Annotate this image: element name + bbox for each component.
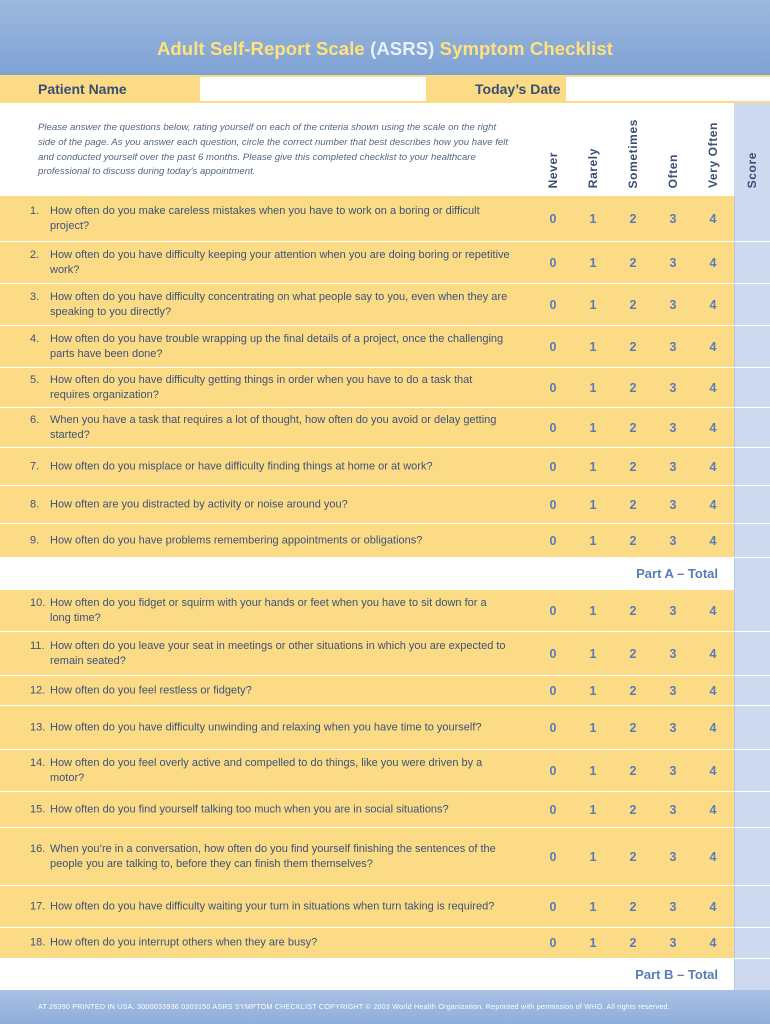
rating-option-often[interactable]: 3 — [669, 802, 677, 817]
score-box[interactable] — [734, 242, 770, 283]
question-body: How often do you misplace or have difficulty finding things at home or at work? — [50, 460, 433, 472]
score-box[interactable] — [734, 448, 770, 485]
copyright-text: AT 26390 PRINTED IN USA. 3000033936 0303150 ASRS SYMPTOM CHECKLIST COPYRIGHT © 2003 World Health Organization. Reprinted with permission of WHO. All rights reserved. — [38, 1002, 670, 1011]
question-body: How often do you fidget or squirm with your hands or feet when you have to sit down for a long time? — [50, 596, 487, 624]
question-row — [0, 886, 770, 928]
rating-option-sometimes[interactable]: 2 — [629, 255, 637, 270]
rating-option-never[interactable]: 0 — [549, 720, 557, 735]
rating-option-rarely[interactable]: 1 — [589, 683, 597, 698]
question-row — [0, 632, 770, 676]
score-box[interactable] — [734, 196, 770, 241]
checklist-header — [0, 103, 770, 196]
question-number: 18. — [30, 936, 46, 949]
rating-option-sometimes[interactable]: 2 — [629, 211, 637, 226]
rating-option-sometimes[interactable]: 2 — [629, 603, 637, 618]
rating-option-never[interactable]: 0 — [549, 297, 557, 312]
question-number: 11. — [30, 639, 45, 652]
rating-option-rarely[interactable]: 1 — [589, 603, 597, 618]
question-number: 1. — [30, 204, 40, 217]
rating-option-sometimes[interactable]: 2 — [629, 297, 637, 312]
rating-option-never[interactable]: 0 — [549, 420, 557, 435]
question-label — [30, 373, 510, 403]
rating-option-often[interactable]: 3 — [669, 849, 677, 864]
question-number: 10. — [30, 596, 46, 609]
rating-option-very-often[interactable]: 4 — [709, 603, 717, 618]
todays-date-field[interactable] — [566, 77, 770, 101]
question-text — [30, 290, 510, 320]
question-text — [30, 596, 510, 626]
rating-option-sometimes[interactable]: 2 — [629, 763, 637, 778]
question-label — [30, 802, 510, 817]
patient-name-field[interactable] — [200, 77, 426, 101]
question-number: 12. — [30, 684, 46, 696]
score-box[interactable] — [734, 676, 770, 705]
question-text — [30, 248, 510, 278]
question-body: How often do you have difficulty concentrating on what people say to you, even when they are speaking to you directly? — [50, 290, 508, 318]
question-label — [30, 533, 510, 548]
title-main: Adult Self-Report Scale — [156, 38, 365, 59]
question-number: 7. — [30, 460, 40, 472]
question-row — [0, 828, 770, 886]
rating-option-rarely[interactable]: 1 — [589, 459, 597, 474]
score-box[interactable] — [734, 632, 770, 675]
question-text — [30, 533, 510, 548]
question-text — [30, 842, 510, 872]
question-body: How often do you feel restless or fidgety? — [50, 684, 252, 696]
question-label — [30, 204, 510, 234]
question-label — [30, 459, 510, 474]
rating-option-rarely[interactable]: 1 — [589, 763, 597, 778]
rating-option-very-often[interactable]: 4 — [709, 533, 717, 548]
question-number: 4. — [30, 332, 40, 345]
question-text — [30, 720, 510, 735]
rating-option-never[interactable]: 0 — [549, 936, 557, 950]
score-box[interactable] — [734, 524, 770, 557]
rating-option-rarely[interactable]: 1 — [589, 646, 597, 661]
question-label — [30, 639, 510, 669]
rating-option-often[interactable]: 3 — [669, 683, 677, 698]
rating-option-rarely[interactable]: 1 — [589, 211, 597, 226]
patient-info-bar — [0, 75, 770, 103]
rating-option-very-often[interactable]: 4 — [709, 683, 717, 698]
question-text — [30, 459, 510, 474]
question-row — [0, 242, 770, 284]
question-text — [30, 204, 510, 234]
rating-option-sometimes[interactable]: 2 — [629, 533, 637, 548]
question-row — [0, 368, 770, 408]
question-row — [0, 590, 770, 632]
rating-option-often[interactable]: 3 — [669, 763, 677, 778]
question-number: 5. — [30, 373, 40, 386]
score-box[interactable] — [734, 408, 770, 447]
rating-option-often[interactable]: 3 — [669, 380, 677, 395]
question-row — [0, 928, 770, 959]
title-abbreviation: (ASRS) — [370, 38, 435, 59]
question-row — [0, 326, 770, 368]
question-label — [30, 332, 510, 362]
rating-option-often[interactable]: 3 — [669, 720, 677, 735]
question-text — [30, 497, 510, 512]
question-body: How often do you have difficulty getting things in order when you have to do a task that requires organization? — [50, 373, 473, 401]
rating-option-very-often[interactable]: 4 — [709, 849, 717, 864]
part-b-total-score[interactable] — [734, 959, 770, 991]
rating-option-sometimes[interactable]: 2 — [629, 720, 637, 735]
question-number: 14. — [30, 756, 46, 769]
rating-option-never[interactable]: 0 — [549, 683, 557, 698]
question-row — [0, 792, 770, 828]
question-row — [0, 196, 770, 242]
score-box[interactable] — [734, 706, 770, 749]
rating-option-never[interactable]: 0 — [549, 849, 557, 864]
rating-option-often[interactable]: 3 — [669, 255, 677, 270]
rating-option-rarely[interactable]: 1 — [589, 533, 597, 548]
question-label — [30, 756, 510, 786]
score-box[interactable] — [734, 590, 770, 631]
score-box[interactable] — [734, 792, 770, 827]
question-number: 17. — [30, 900, 46, 912]
rating-option-rarely[interactable]: 1 — [589, 899, 597, 914]
rating-option-sometimes[interactable]: 2 — [629, 380, 637, 395]
question-label — [30, 596, 510, 626]
question-body: How often do you interrupt others when they are busy? — [50, 936, 318, 949]
rating-option-never[interactable]: 0 — [549, 459, 557, 474]
rating-option-sometimes[interactable]: 2 — [629, 497, 637, 512]
rating-option-never[interactable]: 0 — [549, 211, 557, 226]
rating-option-often[interactable]: 3 — [669, 936, 677, 950]
rating-option-often[interactable]: 3 — [669, 533, 677, 548]
page-title — [0, 38, 770, 60]
question-label — [30, 683, 510, 698]
question-label — [30, 899, 510, 914]
question-label — [30, 290, 510, 320]
rating-option-never[interactable]: 0 — [549, 497, 557, 512]
rating-option-very-often[interactable]: 4 — [709, 720, 717, 735]
question-label — [30, 936, 510, 951]
score-box[interactable] — [734, 326, 770, 367]
question-number: 2. — [30, 248, 40, 261]
rating-option-often[interactable]: 3 — [669, 459, 677, 474]
score-box[interactable] — [734, 368, 770, 407]
rating-option-rarely[interactable]: 1 — [589, 802, 597, 817]
rating-option-rarely[interactable]: 1 — [589, 420, 597, 435]
rating-option-never[interactable]: 0 — [549, 802, 557, 817]
question-number: 6. — [30, 413, 40, 426]
question-number: 9. — [30, 534, 40, 546]
question-body: How often do you have trouble wrapping up the final details of a project, once the challenging parts have been done? — [50, 332, 504, 360]
score-box[interactable] — [734, 750, 770, 791]
column-very-often: Very Often — [706, 121, 720, 188]
score-box[interactable] — [734, 828, 770, 885]
question-text — [30, 683, 510, 698]
question-row — [0, 448, 770, 486]
question-body: How often do you leave your seat in meetings or other situations in which you are expected to remain seated? — [50, 639, 506, 667]
score-box[interactable] — [734, 284, 770, 325]
rating-option-never[interactable]: 0 — [549, 646, 557, 661]
part-a-total — [0, 558, 770, 590]
column-often: Often — [666, 153, 680, 188]
part-b-total-label: Part B – Total — [635, 967, 718, 982]
rating-option-very-often[interactable]: 4 — [709, 380, 717, 395]
footer-bar — [0, 990, 770, 1024]
patient-name-label: Patient Name — [38, 81, 127, 97]
rating-option-rarely[interactable]: 1 — [589, 720, 597, 735]
question-label — [30, 720, 510, 735]
rating-option-rarely[interactable]: 1 — [589, 339, 597, 354]
question-number: 15. — [30, 803, 46, 815]
rating-option-very-often[interactable]: 4 — [709, 255, 717, 270]
question-body: How often do you feel overly active and compelled to do things, like you were driven by a motor? — [50, 756, 483, 784]
question-body: How often do you have difficulty unwinding and relaxing when you have time to yourself? — [50, 721, 482, 733]
score-box[interactable] — [734, 928, 770, 958]
rating-option-never[interactable]: 0 — [549, 255, 557, 270]
question-label — [30, 413, 510, 443]
question-row — [0, 524, 770, 558]
question-text — [30, 332, 510, 362]
rating-option-never[interactable]: 0 — [549, 380, 557, 395]
part-a-total-score[interactable] — [734, 558, 770, 590]
question-text — [30, 899, 510, 914]
question-body: How often do you find yourself talking too much when you are in social situations? — [50, 803, 449, 815]
question-text — [30, 639, 510, 669]
question-text — [30, 802, 510, 817]
rating-option-very-often[interactable]: 4 — [709, 497, 717, 512]
rating-option-sometimes[interactable]: 2 — [629, 899, 637, 914]
question-text — [30, 756, 510, 786]
rating-option-very-often[interactable]: 4 — [709, 646, 717, 661]
question-row — [0, 408, 770, 448]
todays-date-label: Today’s Date — [475, 81, 561, 97]
question-row — [0, 486, 770, 524]
question-number: 13. — [30, 721, 46, 733]
part-b-total — [0, 959, 770, 991]
question-body: How often do you have difficulty waiting your turn in situations when turn taking is required? — [50, 900, 495, 912]
rating-option-often[interactable]: 3 — [669, 339, 677, 354]
rating-option-rarely[interactable]: 1 — [589, 255, 597, 270]
rating-option-very-often[interactable]: 4 — [709, 211, 717, 226]
column-score: Score — [734, 103, 770, 196]
part-a-total-label: Part A – Total — [636, 566, 718, 581]
rating-option-very-often[interactable]: 4 — [709, 420, 717, 435]
rating-option-sometimes[interactable]: 2 — [629, 849, 637, 864]
rating-option-very-often[interactable]: 4 — [709, 802, 717, 817]
question-row — [0, 284, 770, 326]
rating-option-often[interactable]: 3 — [669, 497, 677, 512]
question-label — [30, 497, 510, 512]
rating-option-often[interactable]: 3 — [669, 603, 677, 618]
score-box[interactable] — [734, 486, 770, 523]
rating-option-often[interactable]: 3 — [669, 297, 677, 312]
title-bar — [0, 0, 770, 75]
question-label — [30, 248, 510, 278]
question-text — [30, 413, 510, 443]
rating-option-very-often[interactable]: 4 — [709, 339, 717, 354]
rating-option-rarely[interactable]: 1 — [589, 936, 597, 950]
rating-option-sometimes[interactable]: 2 — [629, 683, 637, 698]
rating-option-never[interactable]: 0 — [549, 763, 557, 778]
question-text — [30, 373, 510, 403]
rating-option-often[interactable]: 3 — [669, 211, 677, 226]
question-row — [0, 676, 770, 706]
rating-option-never[interactable]: 0 — [549, 603, 557, 618]
question-row — [0, 750, 770, 792]
rating-option-sometimes[interactable]: 2 — [629, 420, 637, 435]
question-number: 8. — [30, 498, 40, 510]
rating-option-often[interactable]: 3 — [669, 899, 677, 914]
rating-option-very-often[interactable]: 4 — [709, 763, 717, 778]
rating-option-rarely[interactable]: 1 — [589, 380, 597, 395]
question-number: 3. — [30, 290, 40, 303]
question-row — [0, 706, 770, 750]
rating-option-sometimes[interactable]: 2 — [629, 936, 637, 950]
score-box[interactable] — [734, 886, 770, 927]
question-number: 16. — [30, 842, 46, 855]
rating-option-very-often[interactable]: 4 — [709, 936, 717, 950]
question-body: How often are you distracted by activity or noise around you? — [50, 498, 348, 510]
rating-option-sometimes[interactable]: 2 — [629, 339, 637, 354]
rating-option-rarely[interactable]: 1 — [589, 497, 597, 512]
rating-option-very-often[interactable]: 4 — [709, 899, 717, 914]
rating-option-never[interactable]: 0 — [549, 899, 557, 914]
rating-option-very-often[interactable]: 4 — [709, 459, 717, 474]
question-label — [30, 842, 510, 872]
rating-option-rarely[interactable]: 1 — [589, 297, 597, 312]
rating-option-sometimes[interactable]: 2 — [629, 646, 637, 661]
question-body: When you’re in a conversation, how often do you find yourself finishing the sentences of the people you are talking to, before they can finish them themselves? — [50, 842, 496, 870]
rating-option-rarely[interactable]: 1 — [589, 849, 597, 864]
question-body: When you have a task that requires a lot of thought, how often do you avoid or delay getting started? — [50, 413, 497, 441]
question-body: How often do you have difficulty keeping your attention when you are doing boring or repetitive work? — [50, 248, 510, 276]
column-sometimes: Sometimes — [626, 118, 640, 188]
rating-option-often[interactable]: 3 — [669, 646, 677, 661]
rating-option-very-often[interactable]: 4 — [709, 297, 717, 312]
column-never: Never — [546, 151, 560, 188]
question-body: How often do you have problems remembering appointments or obligations? — [50, 534, 423, 546]
question-body: How often do you make careless mistakes when you have to work on a boring or difficult project? — [50, 204, 480, 232]
rating-option-never[interactable]: 0 — [549, 339, 557, 354]
title-suffix: Symptom Checklist — [439, 38, 614, 59]
rating-option-never[interactable]: 0 — [549, 533, 557, 548]
rating-option-sometimes[interactable]: 2 — [629, 459, 637, 474]
column-rarely: Rarely — [586, 147, 600, 188]
rating-option-often[interactable]: 3 — [669, 420, 677, 435]
question-text — [30, 936, 510, 951]
instructions-text: Please answer the questions below, rating yourself on each of the criteria shown using the scale on the right side of the page. As you answer each question, circle the correct number that best describes how you have felt and conducted yourself over the past 6 months. Please give this completed checklist to your healthcare professional to discuss during today’s appointment. — [38, 122, 508, 178]
rating-option-sometimes[interactable]: 2 — [629, 802, 637, 817]
